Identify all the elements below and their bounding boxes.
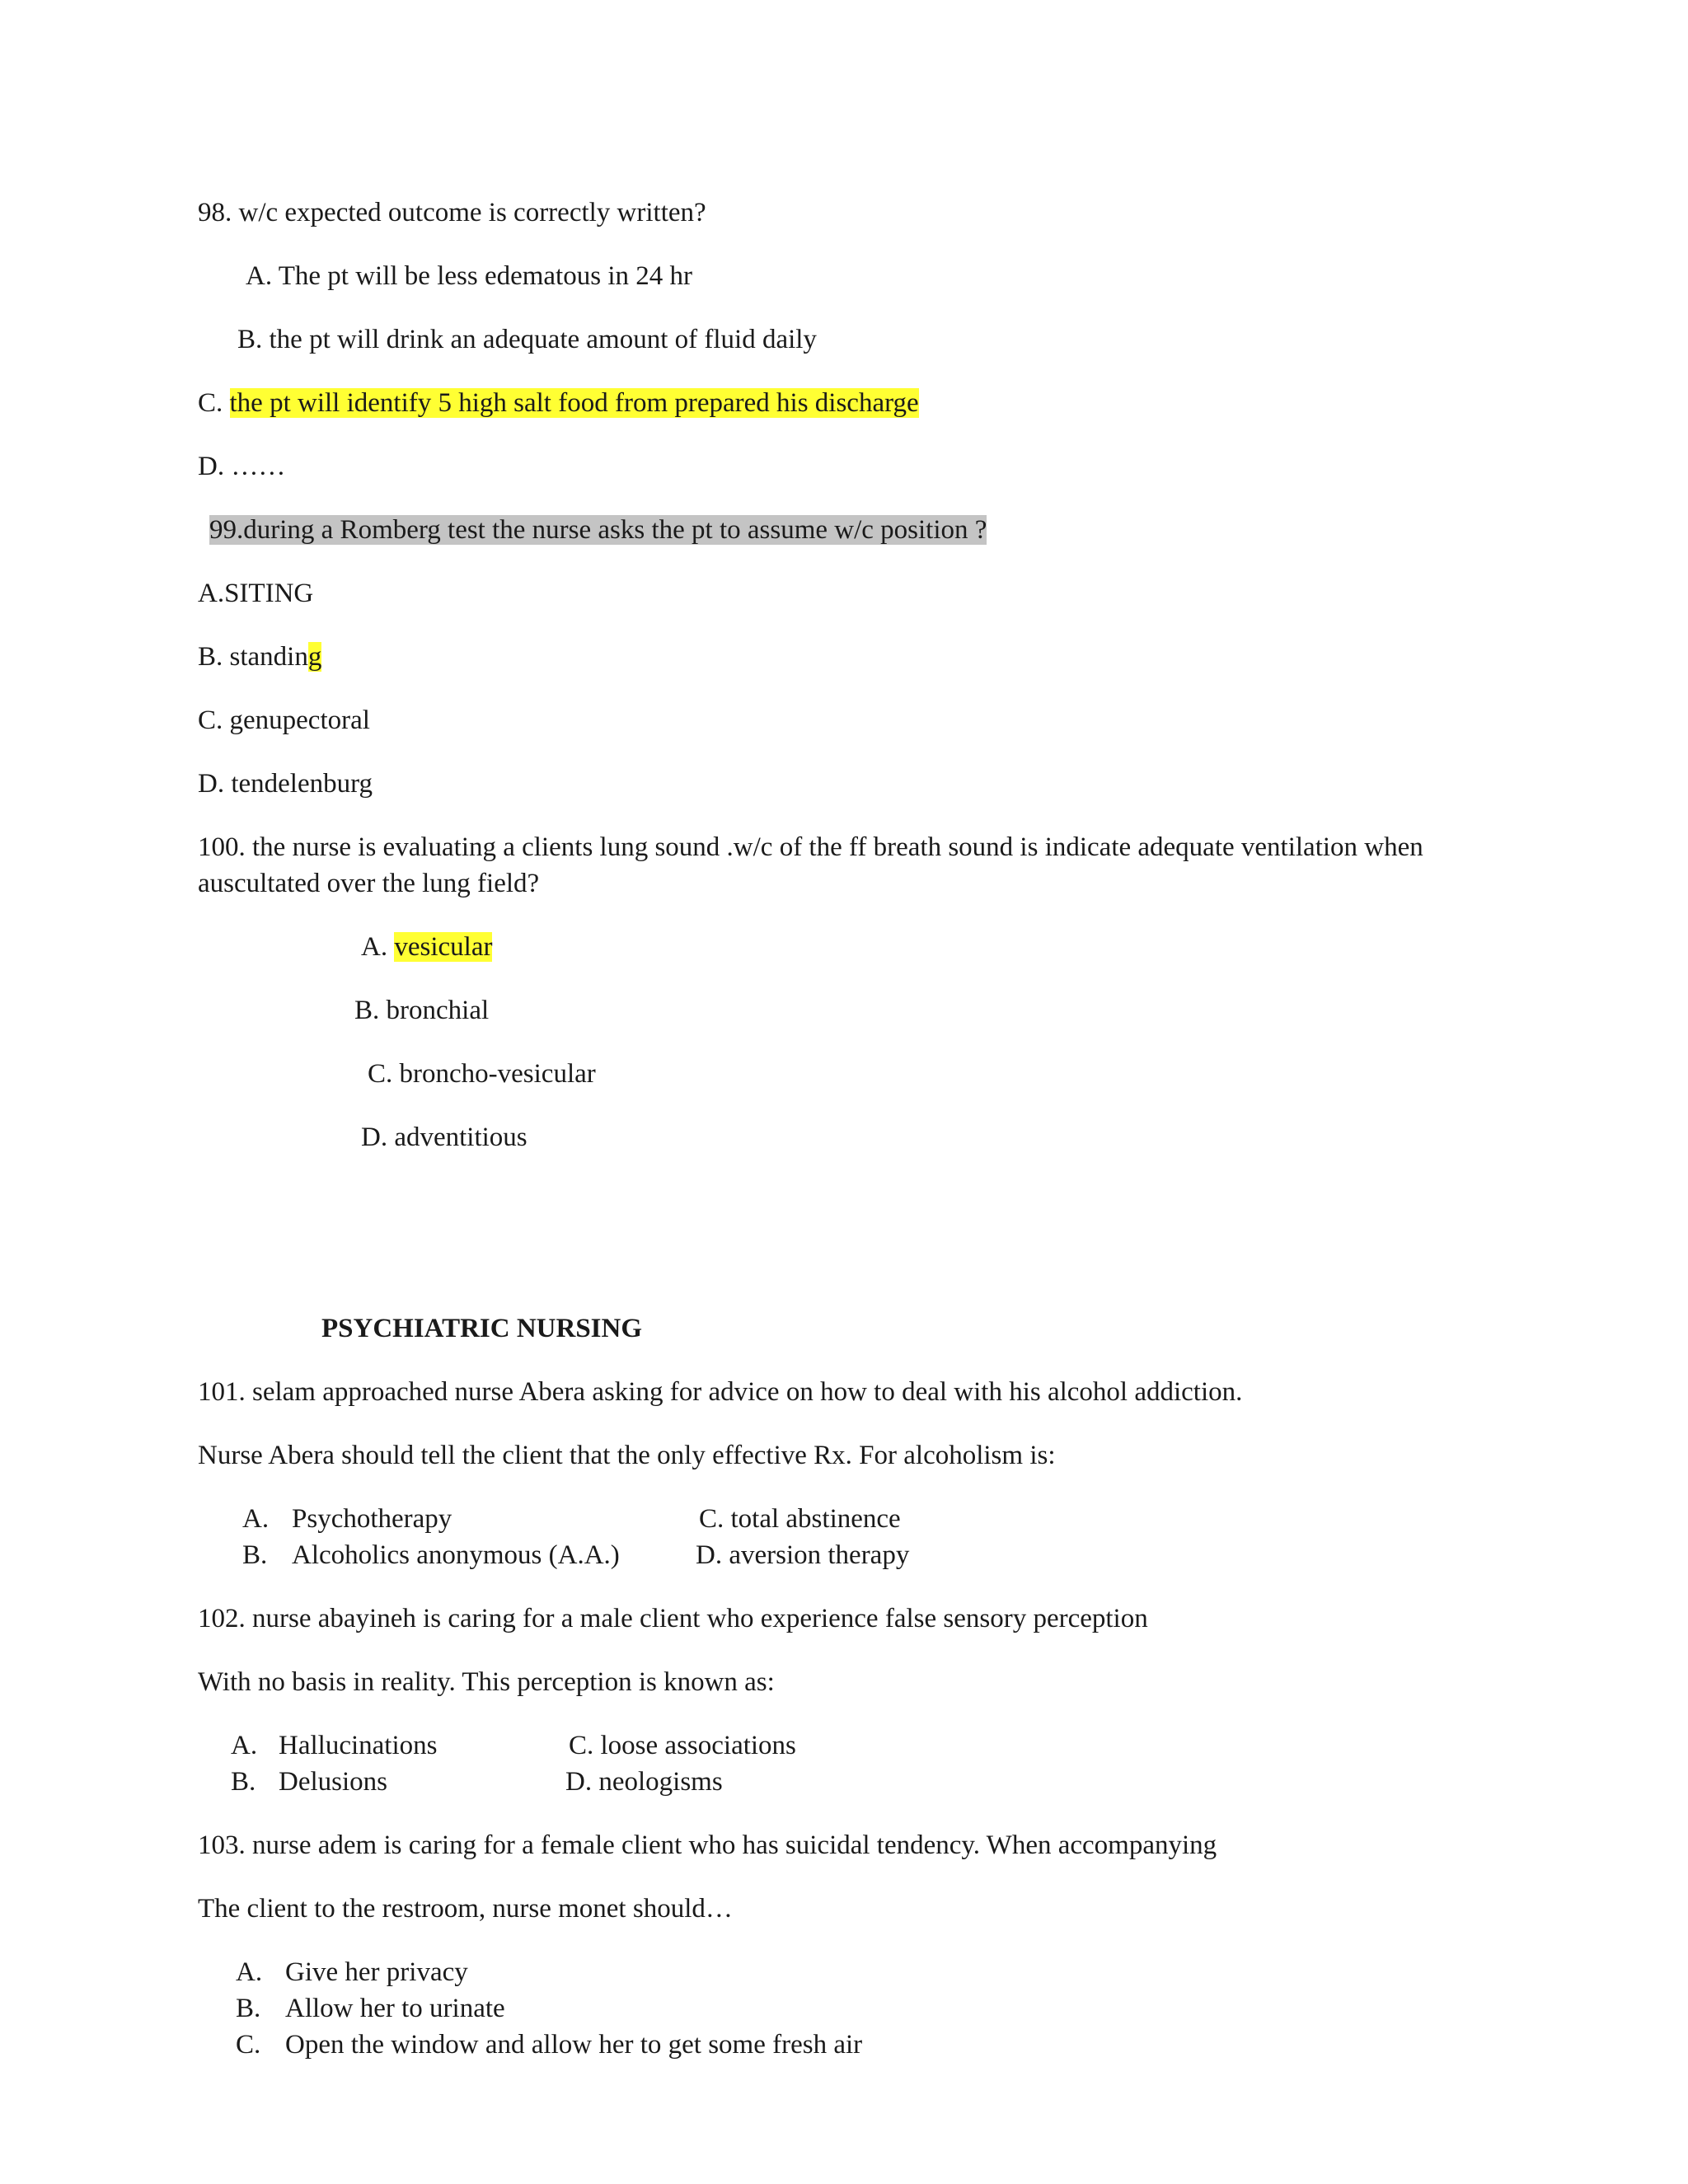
q101-option-d: D. aversion therapy	[696, 1540, 910, 1570]
q102-stem-line1: 102. nurse abayineh is caring for a male client who experience false sensory perception	[198, 1604, 1148, 1633]
section-heading: PSYCHIATRIC NURSING	[321, 1314, 643, 1343]
q103-stem-line1: 103. nurse adem is caring for a female client who has suicidal tendency. When accompanying	[198, 1830, 1217, 1860]
q98-stem: 98. w/c expected outcome is correctly written?	[198, 198, 706, 227]
q98-option-b: B. the pt will drink an adequate amount of fluid daily	[237, 325, 817, 354]
q101-option-c: C. total abstinence	[699, 1504, 901, 1534]
q98-option-c-letter: C.	[198, 388, 230, 418]
q99-option-a: A.SITING	[198, 579, 314, 608]
q98-option-d: D. ……	[198, 452, 286, 481]
q101-stem-line2: Nurse Abera should tell the client that the only effective Rx. For alcoholism is:	[198, 1441, 1056, 1470]
q99-option-b	[198, 639, 321, 675]
q99-option-b-main: B. standin	[198, 642, 308, 672]
q99-option-d: D. tendelenburg	[198, 769, 373, 799]
q100-stem-line1: 100. the nurse is evaluating a clients lung sound .w/c of the ff breath sound is indicate adequate ventilation when	[198, 832, 1423, 862]
q99-option-c: C. genupectoral	[198, 705, 370, 735]
q102-option-b-text: Delusions	[279, 1767, 387, 1797]
q100-option-a-letter: A.	[361, 932, 395, 962]
q99-option-b-highlighted-tail: g	[307, 642, 322, 672]
q103-stem-line2: The client to the restroom, nurse monet should…	[198, 1894, 733, 1924]
q101-stem-line1: 101. selam approached nurse Abera asking for advice on how to deal with his alcohol addiction.	[198, 1377, 1243, 1407]
q102-option-a-letter: A.	[231, 1731, 258, 1760]
q100-option-a-highlighted-answer: vesicular	[394, 932, 493, 962]
q102-option-d: D. neologisms	[565, 1767, 723, 1797]
q100-option-b: B. bronchial	[354, 996, 490, 1025]
q102-stem-line2: With no basis in reality. This perception is known as:	[198, 1667, 775, 1697]
q102-option-b-letter: B.	[231, 1767, 256, 1797]
q98-option-c	[198, 385, 919, 421]
q103-option-a-letter: A.	[236, 1957, 263, 1987]
q100-option-c: C. broncho-vesicular	[368, 1059, 596, 1089]
q103-option-c-letter: C.	[236, 2030, 261, 2060]
q101-option-b-text: Alcoholics anonymous (A.A.)	[292, 1540, 620, 1570]
q103-option-b-letter: B.	[236, 1994, 261, 2023]
q102-option-c: C. loose associations	[569, 1731, 796, 1760]
q98-option-a: A. The pt will be less edematous in 24 hr	[246, 261, 692, 291]
q102-option-a-text: Hallucinations	[279, 1731, 438, 1760]
q100-option-d: D. adventitious	[361, 1122, 528, 1152]
q101-option-b-letter: B.	[242, 1540, 268, 1570]
q103-option-b-text: Allow her to urinate	[285, 1994, 505, 2023]
q103-option-c-text: Open the window and allow her to get some fresh air	[285, 2030, 863, 2060]
q99-stem-highlighted: 99.during a Romberg test the nurse asks the pt to assume w/c position ?	[209, 515, 987, 545]
q103-option-a-text: Give her privacy	[285, 1957, 468, 1987]
q101-option-a-letter: A.	[242, 1504, 270, 1534]
q99-stem	[209, 512, 987, 548]
q100-stem-line2: auscultated over the lung field?	[198, 869, 540, 898]
q101-option-a-text: Psychotherapy	[292, 1504, 452, 1534]
q98-option-c-highlighted-answer: the pt will identify 5 high salt food from prepared his discharge	[229, 388, 919, 418]
q100-option-a	[361, 929, 492, 965]
